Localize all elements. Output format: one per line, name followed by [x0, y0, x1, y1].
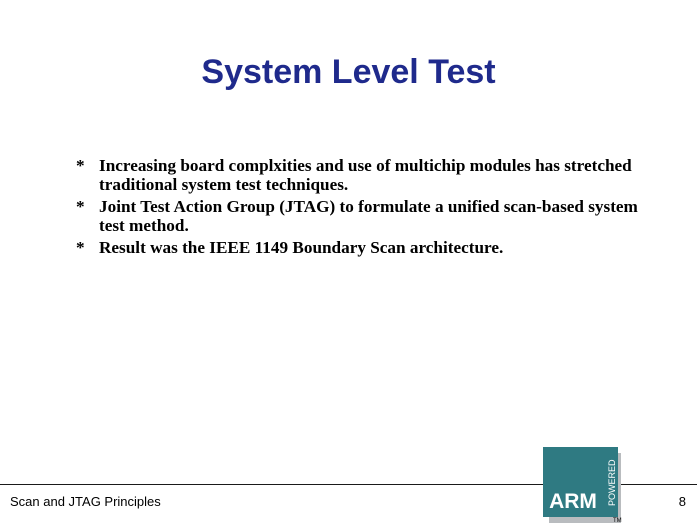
bullet-list [76, 157, 666, 262]
bullet-marker: * [76, 238, 85, 257]
bullet-item [76, 239, 666, 258]
bullet-text: Increasing board complxities and use of multichip modules has stretched traditional system test techniques. [99, 156, 632, 194]
bullet-text: Joint Test Action Group (JTAG) to formulate a unified scan-based system test method. [99, 197, 638, 235]
bullet-item [76, 198, 666, 235]
logo-text: ARM [549, 490, 597, 513]
logo-tagline: POWERED [607, 459, 617, 506]
slide-title: System Level Test [201, 53, 496, 91]
bullet-marker: * [76, 156, 85, 175]
page-number: 8 [678, 494, 686, 509]
bullet-item [76, 157, 666, 194]
bullet-text: Result was the IEEE 1149 Boundary Scan architecture. [99, 238, 504, 257]
logo-trademark: TM [613, 518, 622, 523]
arm-powered-logo [543, 445, 628, 523]
footer-title: Scan and JTAG Principles [10, 494, 161, 509]
bullet-marker: * [76, 197, 85, 216]
